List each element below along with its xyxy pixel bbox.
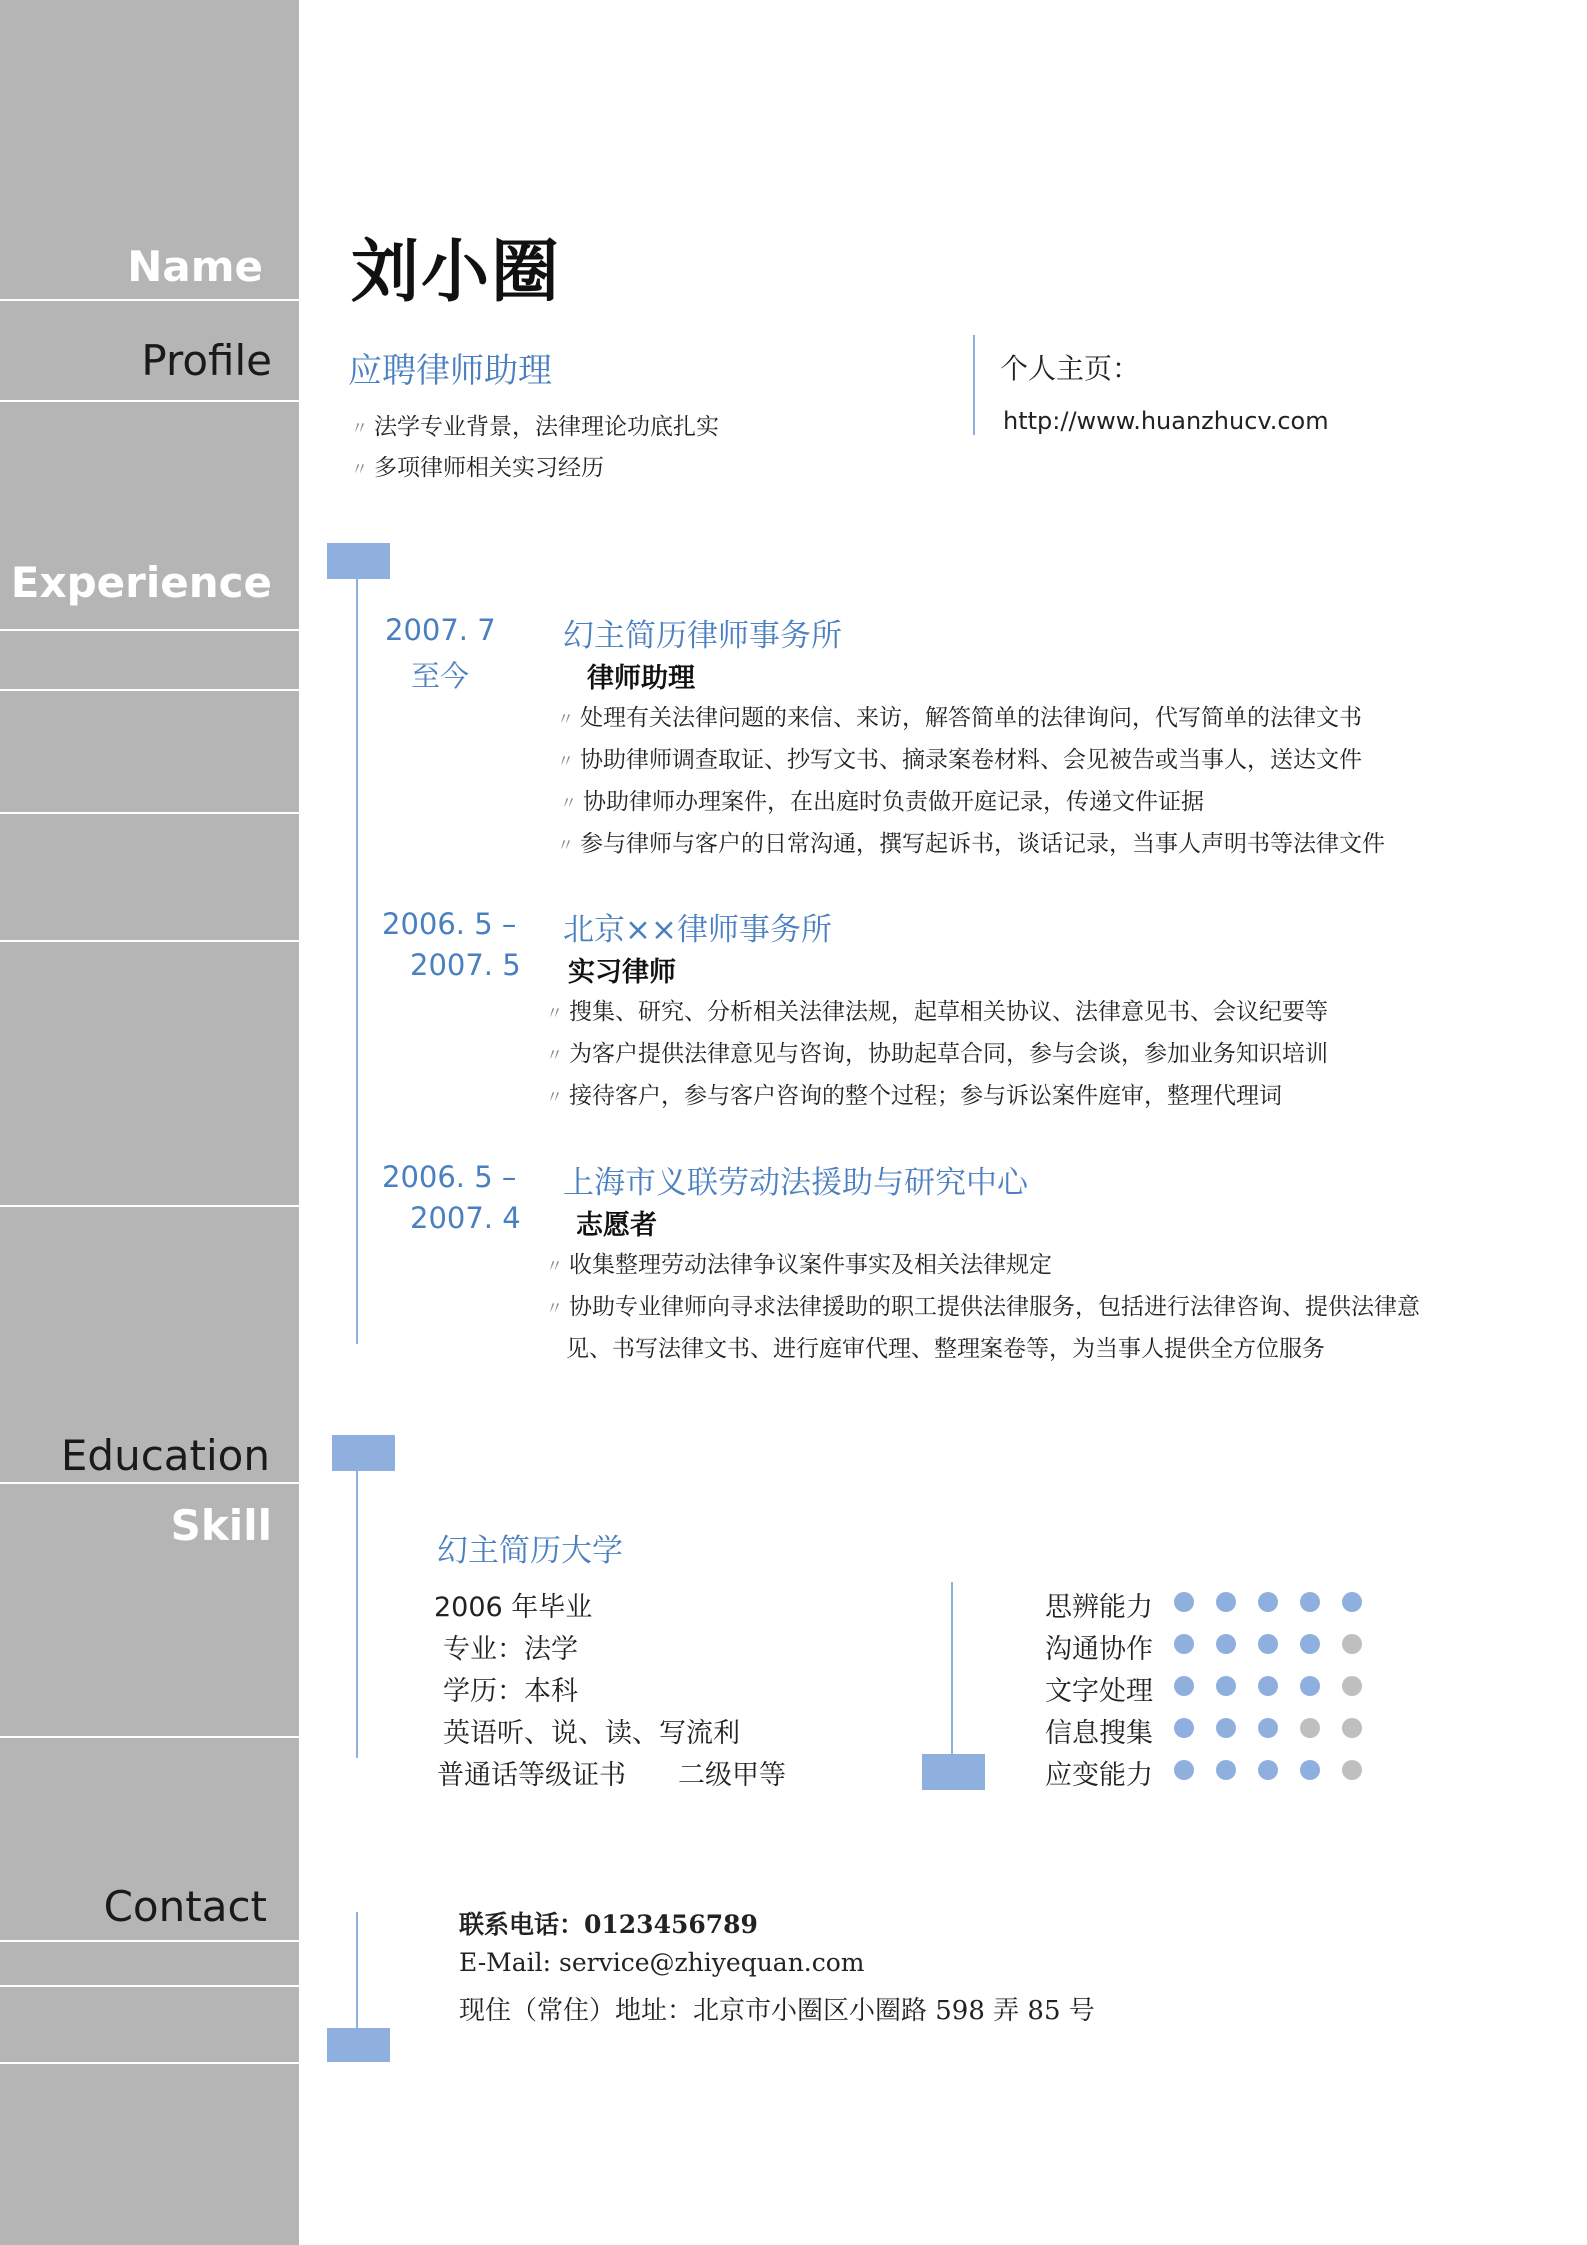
experience-date: 2007. 4 [410,1201,521,1235]
experience-item: 〃 收集整理劳动法律争议案件事实及相关法律规定 [546,1252,1052,1278]
bullet-mark-icon: 〃 [546,1299,563,1319]
experience-item: 〃 接待客户，参与客户咨询的整个过程；参与诉讼案件庭审，整理代理词 [546,1083,1282,1109]
skill-dot-filled [1174,1676,1194,1696]
candidate-name: 刘小圈 [351,233,562,312]
skill-dot-filled [1174,1634,1194,1654]
education-timeline [356,1471,358,1758]
experience-org: 上海市义联劳动法援助与研究中心 [563,1165,1028,1201]
experience-role: 志愿者 [576,1210,657,1241]
skill-dot-empty [1342,1760,1362,1780]
timeline-marker [327,2028,390,2062]
experience-date: 2006. 5 – [382,907,517,941]
skill-dot-filled [1342,1592,1362,1612]
skill-dot-filled [1258,1634,1278,1654]
sidebar-divider [0,2062,299,2064]
skill-dot-empty [1342,1634,1362,1654]
contact-phone: 联系电话：0123456789 [459,1910,758,1939]
experience-timeline [356,579,358,1344]
experience-item: 〃 搜集、研究、分析相关法律法规，起草相关协议、法律意见书、会议纪要等 [546,999,1328,1025]
bullet-mark-icon: 〃 [560,794,577,814]
profile-bullet: 〃 多项律师相关实习经历 [351,455,604,481]
experience-date: 至今 [411,659,470,693]
job-title: 应聘律师助理 [348,351,552,391]
sidebar [0,0,299,2245]
skill-label: 文字处理 [1045,1676,1153,1707]
skill-dot-empty [1342,1718,1362,1738]
sidebar-label-skill: Skill [170,1501,272,1550]
skill-label: 信息搜集 [1045,1718,1153,1749]
experience-date: 2007. 7 [385,613,496,647]
experience-date: 2006. 5 – [382,1160,517,1194]
contact-address: 现住（常住）地址：北京市小圈区小圈路 598 弄 85 号 [459,1996,1095,2026]
skill-marker [922,1754,985,1790]
header-divider [973,335,975,435]
bullet-mark-icon: 〃 [557,836,574,856]
experience-date: 2007. 5 [410,948,521,982]
experience-org: 北京××律师事务所 [563,912,832,948]
contact-email[interactable]: E-Mail: service@zhiyequan.com [459,1948,865,1977]
experience-org: 幻主简历律师事务所 [563,618,842,654]
experience-item: 〃 为客户提供法律意见与咨询，协助起草合同，参与会谈，参加业务知识培训 [546,1041,1328,1067]
sidebar-label-education: Education [60,1431,270,1480]
sidebar-label-name: Name [127,242,263,291]
experience-item: 〃 参与律师与客户的日常沟通，撰写起诉书，谈话记录，当事人声明书等法律文件 [557,831,1385,857]
timeline-marker [327,543,390,579]
homepage-link[interactable]: http://www.huanzhucv.com [1003,407,1329,435]
bullet-mark-icon: 〃 [557,752,574,772]
skill-dot-filled [1258,1592,1278,1612]
education-line: 2006 年毕业 [434,1592,593,1623]
skill-dot-filled [1300,1634,1320,1654]
sidebar-divider [0,689,299,691]
skill-dot-filled [1300,1760,1320,1780]
sidebar-label-contact: Contact [103,1882,267,1931]
skill-dot-filled [1300,1592,1320,1612]
bullet-mark-icon: 〃 [546,1046,563,1066]
skill-dot-filled [1174,1592,1194,1612]
skill-dot-filled [1216,1718,1236,1738]
education-line: 学历：本科 [443,1676,578,1707]
experience-item-continuation: 见、书写法律文书、进行庭审代理、整理案卷等，为当事人提供全方位服务 [566,1336,1325,1362]
sidebar-divider [0,1985,299,1987]
school-name: 幻主简历大学 [437,1533,623,1569]
sidebar-divider [0,940,299,942]
education-line: 英语听、说、读、写流利 [443,1718,740,1749]
homepage-label: 个人主页： [1000,352,1141,385]
sidebar-divider [0,1736,299,1738]
experience-role: 律师助理 [587,663,695,694]
experience-role: 实习律师 [568,957,676,988]
certificate-level: 二级甲等 [678,1760,786,1791]
timeline-marker [332,1435,395,1471]
sidebar-divider [0,812,299,814]
sidebar-label-profile: Profile [141,336,272,385]
bullet-mark-icon: 〃 [546,1004,563,1024]
experience-item: 〃 处理有关法律问题的来信、来访，解答简单的法律询问，代写简单的法律文书 [557,705,1362,731]
skill-label: 应变能力 [1045,1760,1153,1791]
skill-dot-filled [1174,1718,1194,1738]
skill-dot-filled [1300,1676,1320,1696]
experience-item: 〃 协助专业律师向寻求法律援助的职工提供法律服务，包括进行法律咨询、提供法律意 [546,1294,1420,1320]
contact-timeline [356,1912,358,2028]
sidebar-label-experience: Experience [10,558,272,607]
skill-dot-filled [1216,1592,1236,1612]
skill-dot-filled [1216,1760,1236,1780]
experience-item: 〃 协助律师办理案件，在出庭时负责做开庭记录，传递文件证据 [560,789,1204,815]
skill-divider [951,1582,953,1754]
skill-label: 沟通协作 [1045,1634,1153,1665]
education-line: 专业：法学 [443,1634,578,1665]
profile-bullet: 〃 法学专业背景，法律理论功底扎实 [351,414,719,440]
bullet-mark-icon: 〃 [546,1088,563,1108]
skill-dot-filled [1174,1760,1194,1780]
skill-label: 思辨能力 [1045,1592,1153,1623]
skill-dot-empty [1342,1676,1362,1696]
skill-dot-filled [1216,1634,1236,1654]
skill-dot-filled [1258,1718,1278,1738]
skill-dot-filled [1258,1760,1278,1780]
sidebar-divider [0,400,299,402]
skill-dot-filled [1216,1676,1236,1696]
bullet-mark-icon: 〃 [351,460,368,480]
skill-dot-filled [1258,1676,1278,1696]
bullet-mark-icon: 〃 [557,710,574,730]
skill-dot-empty [1300,1718,1320,1738]
education-line: 普通话等级证书 [437,1760,626,1791]
sidebar-divider [0,299,299,301]
sidebar-divider [0,629,299,631]
sidebar-divider [0,1205,299,1207]
sidebar-divider [0,1482,299,1484]
experience-item: 〃 协助律师调查取证、抄写文书、摘录案卷材料、会见被告或当事人，送达文件 [557,747,1362,773]
bullet-mark-icon: 〃 [546,1257,563,1277]
bullet-mark-icon: 〃 [351,419,368,439]
sidebar-divider [0,1940,299,1942]
